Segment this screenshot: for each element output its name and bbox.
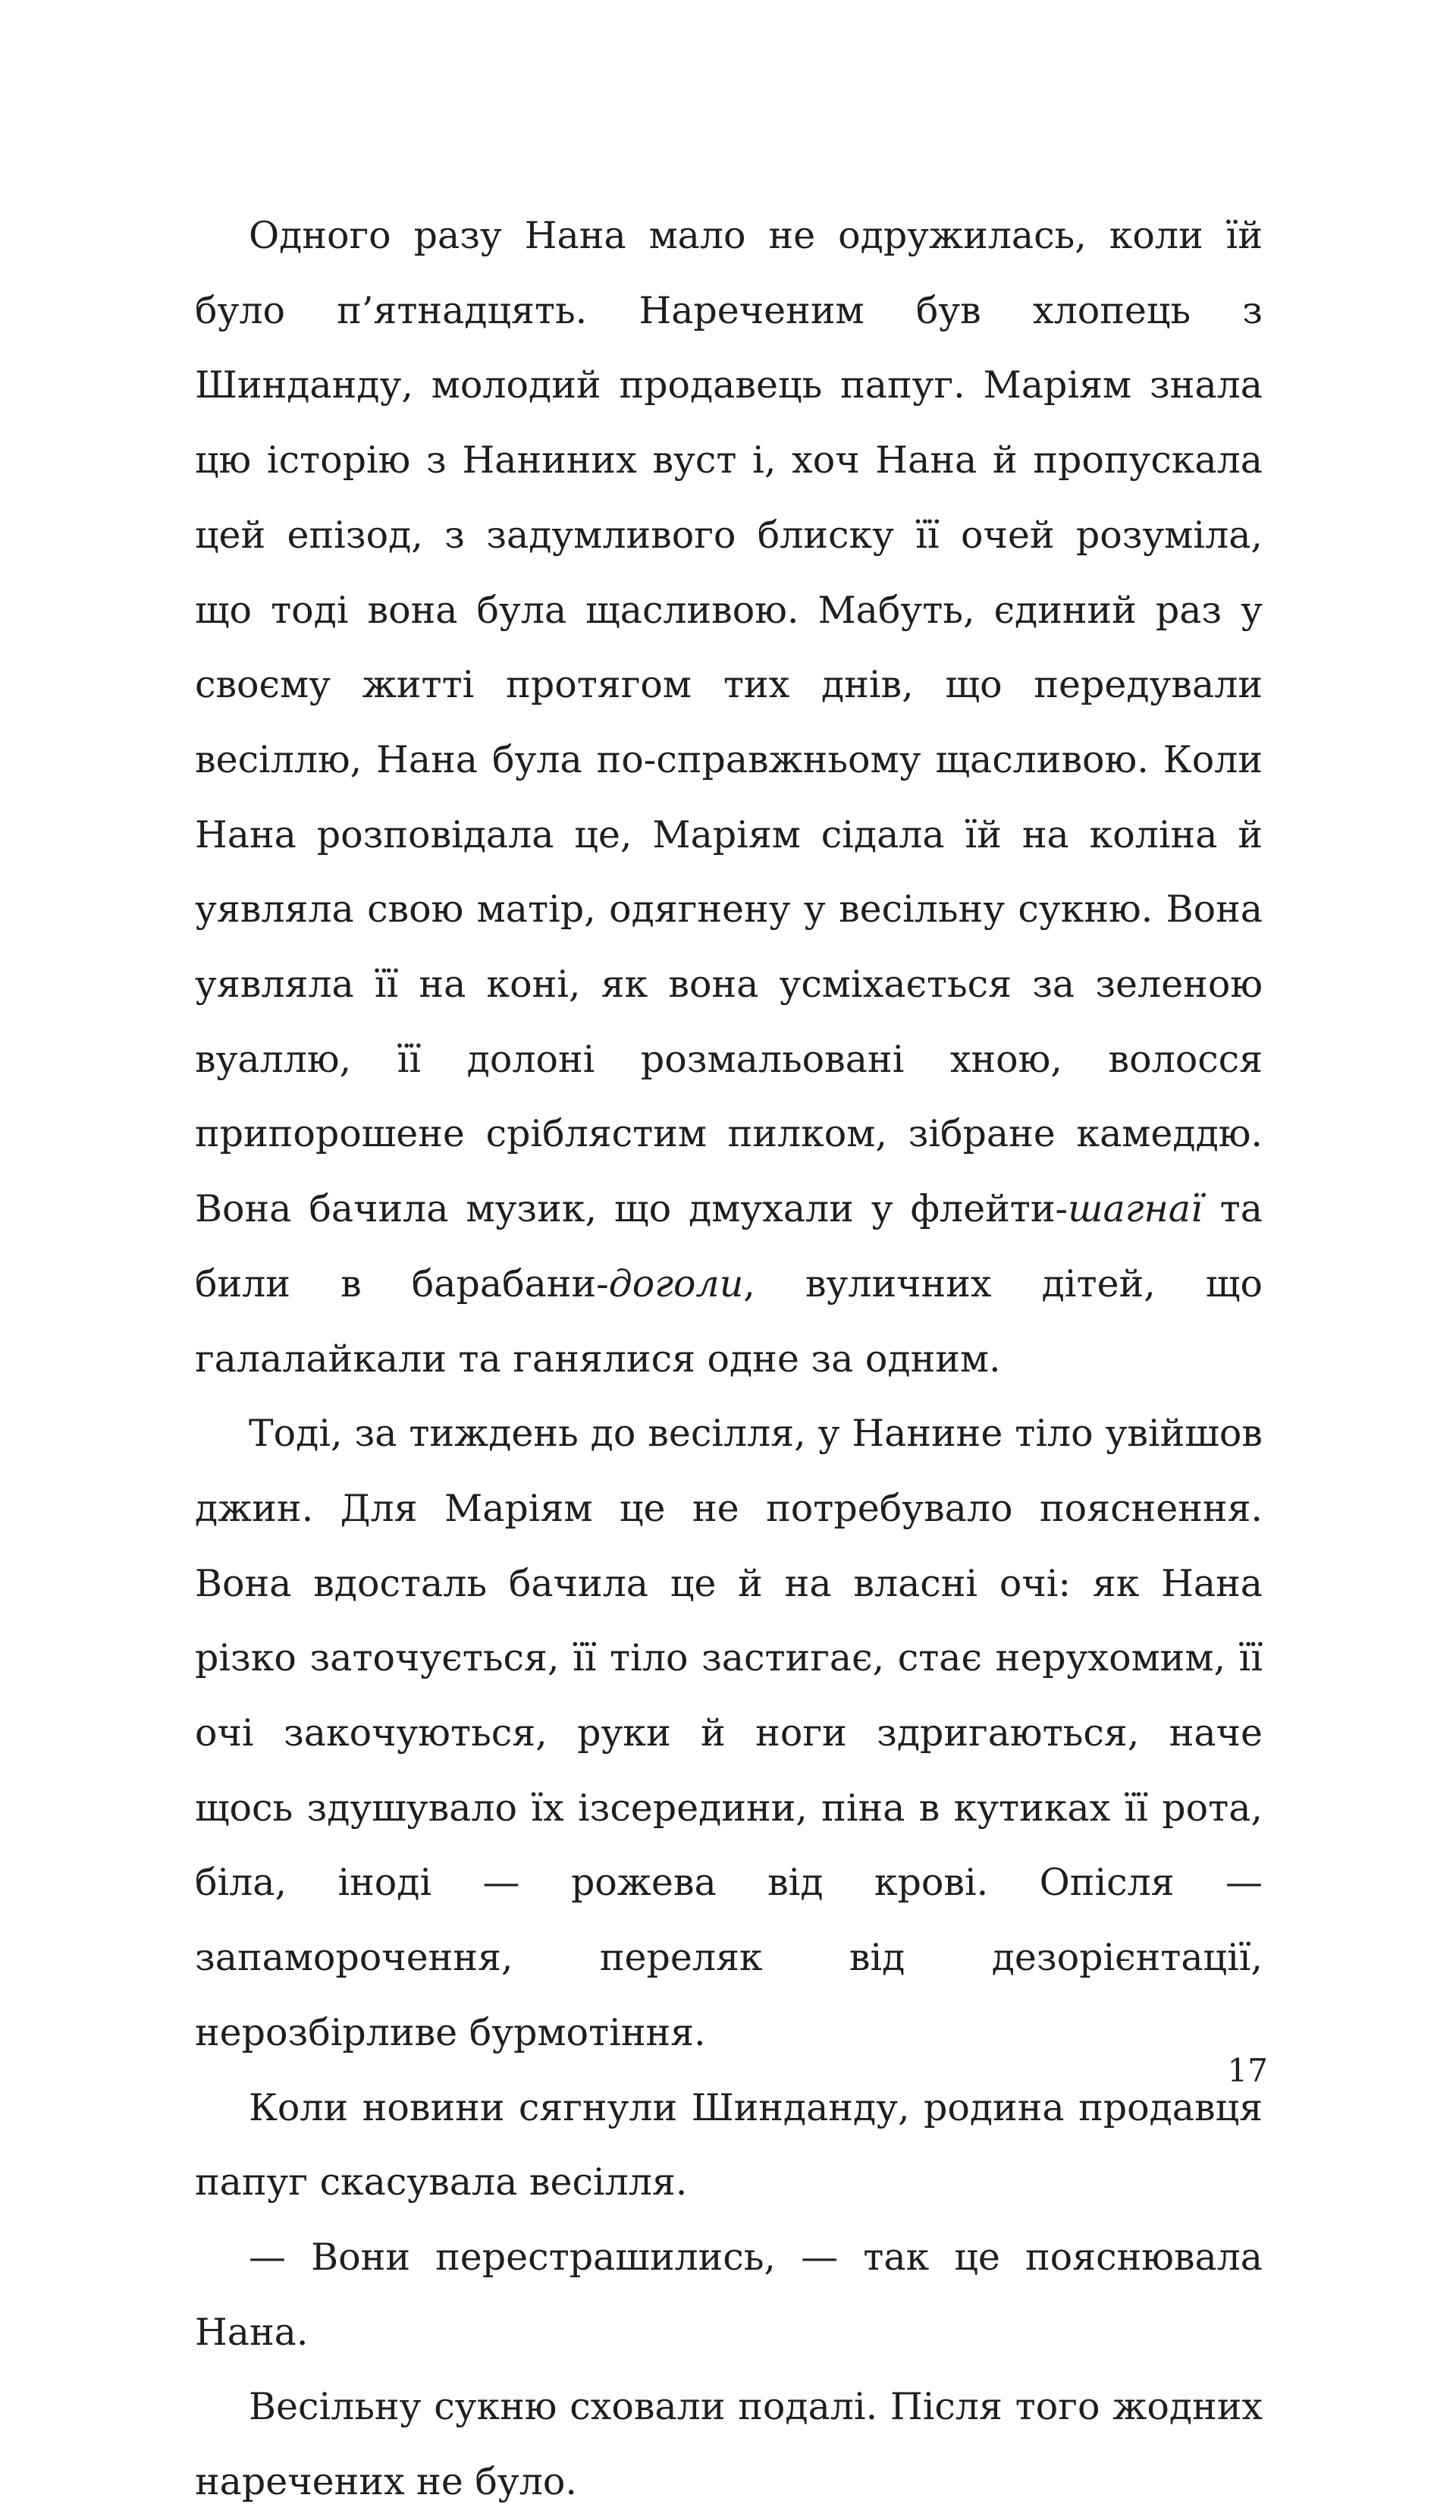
paragraph-5: Весільну сукню сховали подалі. Після того жодних наречених не було. <box>195 2385 1263 2504</box>
paragraph-1-text-2: та били в барабани- <box>195 1187 1263 1306</box>
italic-term-doholy: доголи <box>608 1262 744 1306</box>
paragraph-3: Коли новини сягнули Шинданду, родина продавця папуг скасувала весілля. <box>195 2085 1263 2204</box>
paragraph-1-text-3: , вуличних дітей, що галалайкали та ганялися одне за одним. <box>195 1262 1263 1381</box>
paragraph-4-dialogue: — Вони перестрашились, — так це пояснювала Нана. <box>195 2235 1263 2354</box>
italic-term-shahnai: шагнаї <box>1068 1187 1203 1231</box>
page-number: 17 <box>1227 2052 1268 2089</box>
paragraph-2: Тоді, за тиждень до весілля, у Нанине тіло увійшов джин. Для Маріям це не потребувало пояснення. Вона вдосталь бачила це й на власні очі: як Нана різко заточується, її тіло застигає, стає нерухомим, її очі закочуються, руки й ноги здригаються, наче щось здушувало їх ізсередини, піна в кутиках її рота, біла, іноді — рожева від крові. Опісля — запаморочення, переляк від дезорієнтації, нерозбірливе бурмотіння. <box>195 1412 1263 2054</box>
paragraph-1 <box>195 199 1263 1397</box>
paragraph-1-text: Одного разу Нана мало не одружилась, коли їй було п’ятнадцять. Нареченим був хлопець з Шинданду, молодий продавець папуг. Маріям знала цю історію з Наниних вуст і, хоч Нана й пропускала цей епізод, з задумливого блиску її очей розуміла, що тоді вона була щасливою. Мабуть, єдиний раз у своєму житті протягом тих днів, що передували весіллю, Нана була по-справжньому щасливою. Коли Нана розповідала це, Маріям сідала їй на коліна й уявляла свою матір, одягнену у весільну сукню. Вона уявляла її на коні, як вона усміхається за зеленою вуаллю, її долоні розмальовані хною, волосся припорошене сріблястим пилком, зібране камеддю. Вона бачила музик, що дмухали у флейти- <box>195 214 1263 1231</box>
body-text <box>195 199 1263 2520</box>
